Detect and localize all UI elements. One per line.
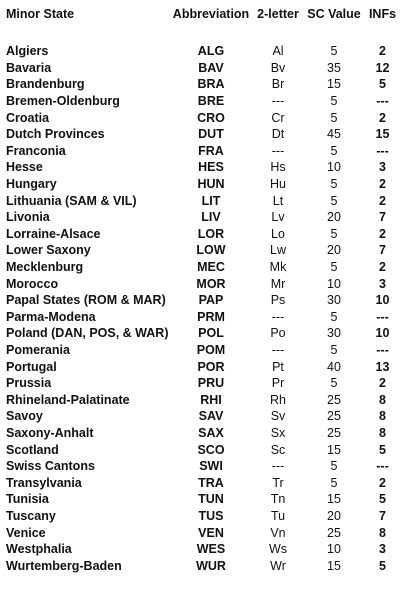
cell-infs: 3 — [379, 160, 386, 175]
cell-minor-state: Scotland — [6, 442, 59, 457]
cell-infs: 10 — [375, 293, 390, 308]
table-row — [6, 325, 401, 342]
table-row — [6, 557, 401, 574]
table-row — [6, 309, 401, 326]
cell-abbreviation: WES — [196, 542, 226, 557]
header-abbreviation: Abbreviation — [172, 7, 250, 21]
cell-infs: 2 — [379, 193, 386, 208]
cell-infs: 2 — [379, 177, 386, 192]
cell-two-letter: Wr — [270, 558, 286, 573]
cell-sc-value: 5 — [330, 110, 338, 125]
cell-minor-state: Saxony-Anhalt — [6, 425, 94, 440]
cell-infs: 2 — [379, 44, 386, 59]
table-row — [6, 93, 401, 110]
cell-minor-state: Franconia — [6, 143, 66, 158]
cell-sc-value: 5 — [330, 177, 338, 192]
cell-minor-state: Algiers — [6, 44, 49, 59]
cell-minor-state: Tunisia — [6, 492, 49, 507]
table-row — [6, 292, 401, 309]
cell-sc-value: 5 — [330, 475, 338, 490]
cell-sc-value: 15 — [327, 492, 341, 507]
table-row — [6, 375, 401, 392]
cell-infs: 2 — [379, 110, 386, 125]
table-row — [6, 192, 401, 209]
cell-sc-value: 5 — [330, 459, 338, 474]
cell-abbreviation: VEN — [198, 525, 224, 540]
header-two-letter: 2-letter — [257, 7, 299, 21]
cell-abbreviation: MEC — [197, 260, 225, 275]
header-infs: INFs — [368, 7, 397, 21]
header-sc-value: SC Value — [307, 7, 361, 21]
cell-minor-state: Livonia — [6, 210, 50, 225]
table-row — [6, 143, 401, 160]
cell-two-letter: Hu — [270, 177, 286, 192]
cell-sc-value: 30 — [327, 326, 341, 341]
cell-minor-state: Bremen-Oldenburg — [6, 94, 120, 109]
cell-minor-state: Parma-Modena — [6, 309, 96, 324]
cell-abbreviation: TUN — [198, 492, 224, 507]
header-minor-state: Minor State — [6, 7, 75, 21]
cell-two-letter: --- — [271, 309, 285, 324]
cell-infs: 7 — [379, 508, 386, 523]
table-row — [6, 474, 401, 491]
cell-sc-value: 25 — [327, 392, 341, 407]
cell-minor-state: Lorraine-Alsace — [6, 226, 101, 241]
cell-infs: 7 — [379, 210, 386, 225]
cell-minor-state: Wurtemberg-Baden — [6, 558, 122, 573]
cell-minor-state: Tuscany — [6, 508, 56, 523]
cell-abbreviation: SAV — [198, 409, 224, 424]
cell-sc-value: 5 — [330, 94, 338, 109]
cell-sc-value: 5 — [330, 44, 338, 59]
cell-two-letter: --- — [271, 94, 285, 109]
cell-minor-state: Bavaria — [6, 60, 52, 75]
cell-sc-value: 25 — [327, 525, 341, 540]
cell-minor-state: Venice — [6, 525, 46, 540]
cell-infs: 7 — [379, 243, 386, 258]
cell-minor-state: Savoy — [6, 409, 43, 424]
cell-two-letter: Pr — [271, 376, 285, 391]
table-row — [6, 342, 401, 359]
cell-two-letter: Sv — [270, 409, 286, 424]
cell-infs: 10 — [375, 326, 390, 341]
cell-abbreviation: PRM — [197, 309, 225, 324]
cell-infs: --- — [376, 143, 389, 158]
cell-two-letter: Al — [272, 44, 284, 59]
cell-abbreviation: SWI — [199, 459, 223, 474]
cell-infs: 2 — [379, 475, 386, 490]
cell-infs: 5 — [379, 77, 386, 92]
cell-infs: 8 — [379, 392, 386, 407]
cell-minor-state: Papal States (ROM & MAR) — [6, 293, 166, 308]
table-body — [6, 27, 401, 574]
spacer-row — [6, 27, 401, 43]
table-row — [6, 159, 401, 176]
cell-abbreviation: BRA — [197, 77, 225, 92]
cell-abbreviation: HUN — [197, 177, 225, 192]
cell-sc-value: 5 — [330, 193, 338, 208]
cell-abbreviation: HES — [198, 160, 224, 175]
cell-abbreviation: TRA — [198, 475, 224, 490]
table-row — [6, 226, 401, 243]
table-row — [6, 524, 401, 541]
cell-minor-state: Brandenburg — [6, 77, 85, 92]
cell-minor-state: Pomerania — [6, 342, 70, 357]
cell-sc-value: 20 — [327, 508, 341, 523]
cell-abbreviation: RHI — [200, 392, 222, 407]
cell-two-letter: Sc — [270, 442, 286, 457]
cell-two-letter: Ps — [270, 293, 286, 308]
table-row — [6, 458, 401, 475]
cell-infs: 12 — [375, 60, 390, 75]
table-row — [6, 408, 401, 425]
header-row — [6, 7, 401, 27]
cell-infs: --- — [376, 342, 389, 357]
cell-minor-state: Transylvania — [6, 475, 82, 490]
cell-minor-state: Portugal — [6, 359, 57, 374]
cell-infs: 5 — [379, 492, 386, 507]
cell-abbreviation: LIT — [201, 193, 221, 208]
cell-abbreviation: BAV — [198, 60, 224, 75]
cell-infs: 3 — [379, 276, 386, 291]
cell-infs: 2 — [379, 376, 386, 391]
cell-minor-state: Rhineland-Palatinate — [6, 392, 130, 407]
cell-sc-value: 5 — [330, 260, 338, 275]
table-row — [6, 441, 401, 458]
cell-abbreviation: SCO — [197, 442, 225, 457]
cell-two-letter: Hs — [270, 160, 286, 175]
cell-sc-value: 10 — [327, 160, 341, 175]
cell-infs: 13 — [375, 359, 390, 374]
cell-sc-value: 15 — [327, 558, 341, 573]
cell-sc-value: 35 — [327, 60, 341, 75]
cell-two-letter: --- — [271, 459, 285, 474]
cell-minor-state: Hesse — [6, 160, 43, 175]
table-row — [6, 541, 401, 558]
cell-minor-state: Croatia — [6, 110, 50, 125]
cell-sc-value: 25 — [327, 409, 341, 424]
cell-two-letter: --- — [271, 342, 285, 357]
table-row — [6, 43, 401, 60]
cell-sc-value: 5 — [330, 309, 338, 324]
cell-abbreviation: CRO — [197, 110, 225, 125]
cell-minor-state: Lithuania (SAM & VIL) — [6, 193, 137, 208]
cell-infs: 8 — [379, 409, 386, 424]
cell-minor-state: Dutch Provinces — [6, 127, 105, 142]
cell-abbreviation: POL — [198, 326, 224, 341]
cell-two-letter: Mk — [269, 260, 287, 275]
cell-minor-state: Morocco — [6, 276, 59, 291]
cell-infs: --- — [376, 459, 389, 474]
table-row — [6, 176, 401, 193]
cell-two-letter: Lw — [270, 243, 286, 258]
cell-two-letter: Mr — [270, 276, 286, 291]
cell-minor-state: Poland (DAN, POS, & WAR) — [6, 326, 169, 341]
table-row — [6, 358, 401, 375]
cell-abbreviation: PRU — [197, 376, 225, 391]
cell-minor-state: Prussia — [6, 376, 52, 391]
table-row — [6, 491, 401, 508]
table-row — [6, 60, 401, 77]
cell-sc-value: 15 — [327, 77, 341, 92]
cell-sc-value: 10 — [327, 542, 341, 557]
cell-abbreviation: FRA — [198, 143, 224, 158]
cell-abbreviation: TUS — [198, 508, 224, 523]
cell-two-letter: Cr — [271, 110, 285, 125]
cell-abbreviation: PAP — [198, 293, 224, 308]
cell-abbreviation: POR — [197, 359, 225, 374]
table-row — [6, 76, 401, 93]
cell-two-letter: Rh — [270, 392, 286, 407]
cell-sc-value: 5 — [330, 226, 338, 241]
cell-infs: 8 — [379, 525, 386, 540]
cell-minor-state: Mecklenburg — [6, 260, 84, 275]
table-row — [6, 391, 401, 408]
cell-infs: 8 — [379, 425, 386, 440]
cell-minor-state: Lower Saxony — [6, 243, 91, 258]
table-row — [6, 275, 401, 292]
cell-abbreviation: MOR — [196, 276, 226, 291]
cell-minor-state: Swiss Cantons — [6, 459, 95, 474]
cell-sc-value: 25 — [327, 425, 341, 440]
cell-abbreviation: LOR — [197, 226, 225, 241]
cell-sc-value: 40 — [327, 359, 341, 374]
cell-two-letter: Tu — [270, 508, 286, 523]
cell-sc-value: 20 — [327, 210, 341, 225]
cell-infs: --- — [376, 309, 389, 324]
cell-abbreviation: DUT — [198, 127, 224, 142]
cell-abbreviation: WUR — [196, 558, 226, 573]
cell-abbreviation: POM — [196, 342, 226, 357]
cell-sc-value: 15 — [327, 442, 341, 457]
cell-two-letter: Vn — [270, 525, 286, 540]
table-row — [6, 126, 401, 143]
table-row — [6, 109, 401, 126]
cell-two-letter: Lv — [271, 210, 285, 225]
cell-infs: 5 — [379, 558, 386, 573]
cell-two-letter: Lo — [271, 226, 285, 241]
cell-abbreviation: LIV — [201, 210, 221, 225]
cell-two-letter: Tn — [270, 492, 286, 507]
cell-sc-value: 20 — [327, 243, 341, 258]
cell-abbreviation: BRE — [197, 94, 225, 109]
minor-states-table — [6, 7, 401, 574]
table-row — [6, 425, 401, 442]
cell-two-letter: Bv — [270, 60, 286, 75]
cell-minor-state: Westphalia — [6, 542, 72, 557]
cell-two-letter: Sx — [270, 425, 286, 440]
cell-two-letter: Br — [271, 77, 285, 92]
cell-two-letter: --- — [271, 143, 285, 158]
cell-two-letter: Po — [270, 326, 286, 341]
table-row — [6, 259, 401, 276]
cell-two-letter: Pt — [272, 359, 284, 374]
cell-infs: --- — [376, 94, 389, 109]
cell-two-letter: Tr — [272, 475, 284, 490]
table-row — [6, 508, 401, 525]
cell-infs: 2 — [379, 260, 386, 275]
cell-infs: 2 — [379, 226, 386, 241]
cell-two-letter: Dt — [271, 127, 285, 142]
cell-two-letter: Lt — [272, 193, 284, 208]
cell-infs: 3 — [379, 542, 386, 557]
cell-sc-value: 10 — [327, 276, 341, 291]
table-row — [6, 209, 401, 226]
cell-sc-value: 45 — [327, 127, 341, 142]
cell-sc-value: 5 — [330, 342, 338, 357]
cell-abbreviation: ALG — [197, 44, 225, 59]
cell-infs: 15 — [375, 127, 390, 142]
cell-sc-value: 5 — [330, 376, 338, 391]
cell-infs: 5 — [379, 442, 386, 457]
cell-sc-value: 5 — [330, 143, 338, 158]
cell-two-letter: Ws — [268, 542, 288, 557]
cell-sc-value: 30 — [327, 293, 341, 308]
cell-abbreviation: LOW — [196, 243, 226, 258]
table-row — [6, 242, 401, 259]
cell-abbreviation: SAX — [198, 425, 224, 440]
cell-minor-state: Hungary — [6, 177, 57, 192]
